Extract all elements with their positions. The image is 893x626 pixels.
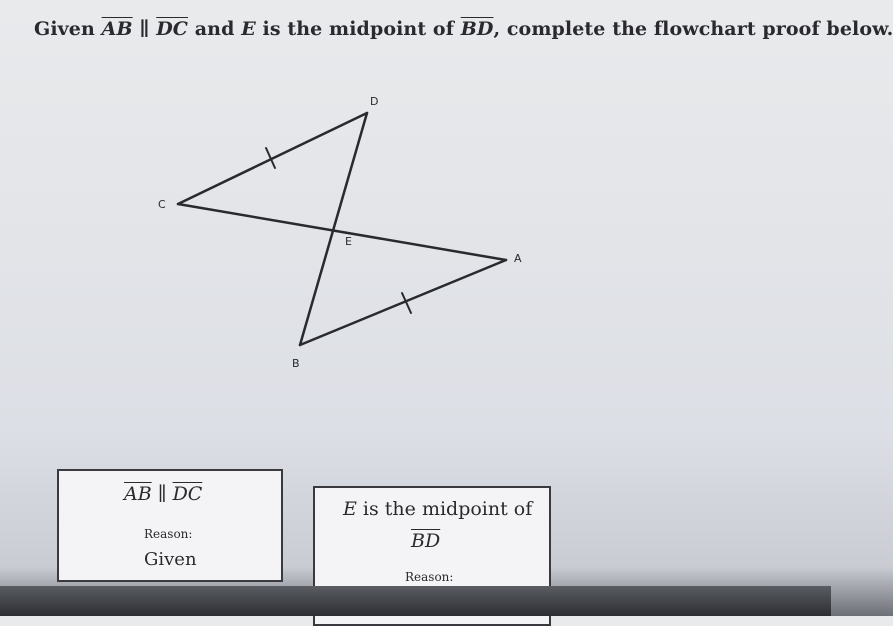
segment-ca bbox=[178, 204, 506, 260]
statement-seg-bd: $\overline{BD}$ bbox=[411, 530, 441, 552]
point-e: E bbox=[241, 18, 256, 40]
segment-db bbox=[300, 113, 367, 345]
segment-bd: $\overline{BD}$ bbox=[460, 18, 494, 40]
label-b: B bbox=[292, 357, 300, 370]
segment-dc-line bbox=[178, 113, 367, 204]
prompt-given: Given bbox=[34, 18, 95, 40]
segment-ab-line bbox=[300, 260, 506, 345]
label-a: A bbox=[514, 252, 522, 265]
parallel-symbol: ∥ bbox=[139, 18, 150, 40]
statement-parallel-symbol: ∥ bbox=[157, 483, 167, 505]
segment-ab: $\overline{AB}$ bbox=[101, 18, 133, 40]
statement-midpoint bbox=[343, 498, 532, 520]
reason-value: Given bbox=[144, 549, 197, 570]
label-e: E bbox=[345, 235, 352, 248]
label-d: D bbox=[370, 95, 379, 108]
statement-point-e: E bbox=[343, 498, 357, 520]
segment-dc: $\overline{DC}$ bbox=[156, 18, 189, 40]
statement-seg-dc: $\overline{DC}$ bbox=[172, 483, 203, 505]
reason-label: Reason: bbox=[405, 570, 454, 584]
statement-seg-ab: $\overline{AB}$ bbox=[124, 483, 152, 505]
screen-bottom-edge bbox=[0, 586, 831, 616]
prompt-rest: , complete the flowchart proof below. bbox=[493, 18, 893, 40]
label-c: C bbox=[158, 198, 166, 211]
reason-label: Reason: bbox=[144, 527, 193, 541]
prompt-midpoint-text: is the midpoint of bbox=[262, 18, 454, 40]
statement-parallel bbox=[124, 483, 202, 505]
prompt-and: and bbox=[194, 18, 235, 40]
statement-midpoint-text: is the midpoint of bbox=[362, 498, 533, 520]
proof-box-given bbox=[57, 469, 283, 582]
